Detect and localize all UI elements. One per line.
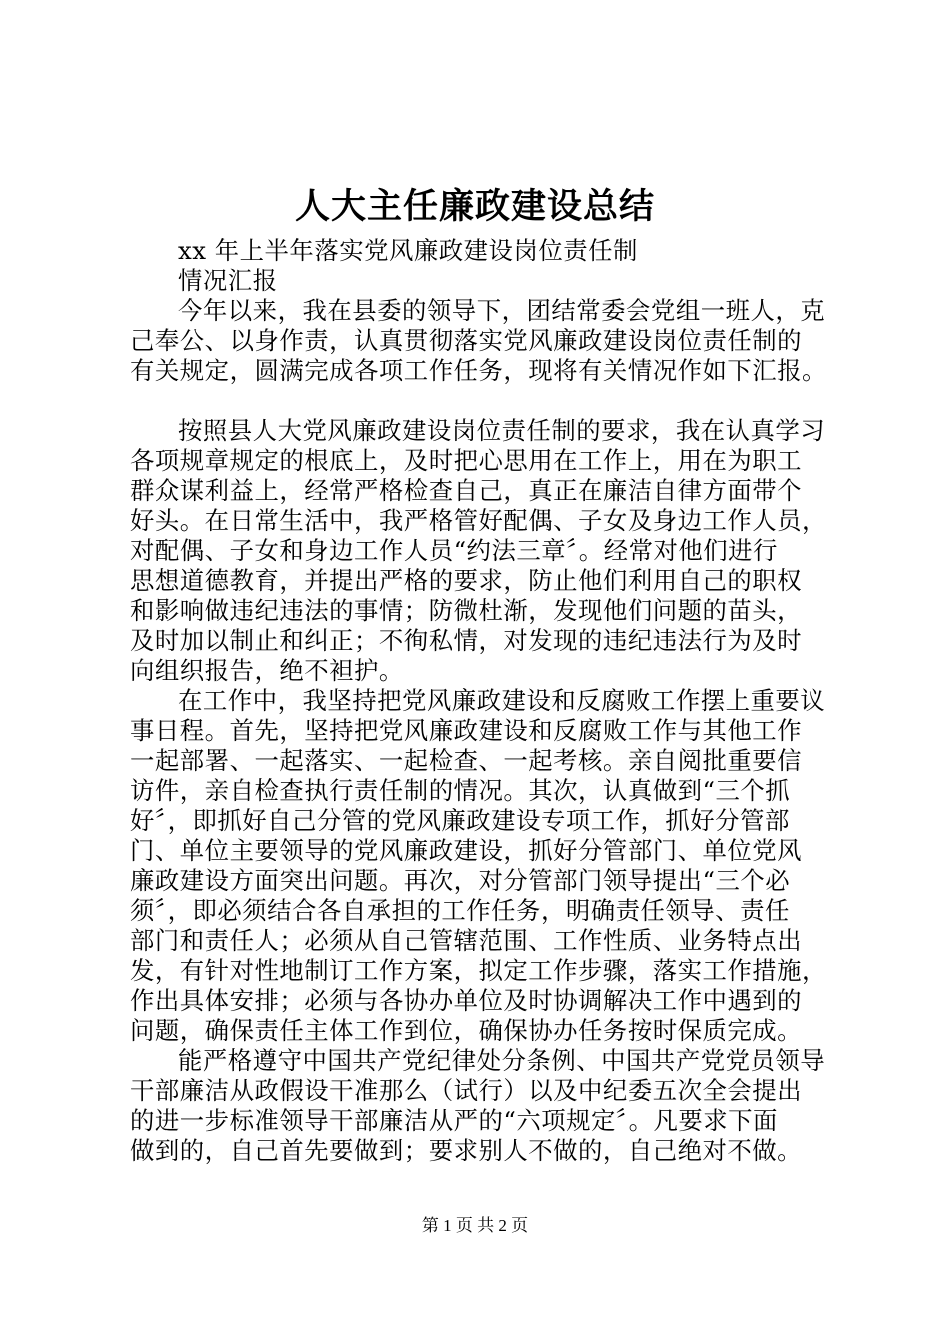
paragraph-line: 发，有针对性地制订工作方案，拟定工作步骤，落实工作措施， — [130, 956, 827, 985]
paragraph-line: 向组织报告，绝不袒护。 — [130, 656, 404, 685]
paragraph-line: 作出具体安排；必须与各协办单位及时协调解决工作中遇到的 — [130, 986, 803, 1015]
paragraph-line: 做到的，自己首先要做到；要求别人不做的，自己绝对不做。 — [130, 1136, 803, 1165]
document-title: 人大主任廉政建设总结 — [294, 186, 655, 227]
document-body — [130, 236, 830, 1166]
paragraph-line: 的进一步标准领导干部廉洁从严的“六项规定〞。凡要求下面 — [130, 1106, 778, 1135]
paragraph-line: 访件，亲自检查执行责任制的情况。其次，认真做到“三个抓 — [130, 776, 791, 805]
paragraph-line: 廉政建设方面突出问题。再次，对分管部门领导提出“三个必 — [130, 866, 791, 895]
paragraph-line: 今年以来，我在县委的领导下，团结常委会党组一班人，克 — [178, 296, 826, 325]
paragraph-line: 在工作中，我坚持把党风廉政建设和反腐败工作摆上重要议 — [178, 686, 826, 715]
paragraph-line: 问题，确保责任主体工作到位，确保协办任务按时保质完成。 — [130, 1016, 803, 1045]
paragraph-line: 好〞，即抓好自己分管的党风廉政建设专项工作，抓好分管部 — [130, 806, 790, 835]
paragraph-line: 对配偶、子女和身边工作人员“约法三章〞。经常对他们进行 — [130, 536, 778, 565]
paragraph-line: 干部廉洁从政假设干准那么（试行）以及中纪委五次全会提出 — [130, 1076, 803, 1105]
paragraph-line: 按照县人大党风廉政建设岗位责任制的要求，我在认真学习 — [178, 416, 826, 445]
page-footer: 第 1 页 共 2 页 — [421, 1216, 529, 1235]
paragraph-line: 事日程。首先，坚持把党风廉政建设和反腐败工作与其他工作 — [130, 716, 803, 745]
paragraph-line: 部门和责任人；必须从自己管辖范围、工作性质、业务特点出 — [130, 926, 803, 955]
paragraph-line: 及时加以制止和纠正；不徇私情，对发现的违纪违法行为及时 — [130, 626, 803, 655]
paragraph-line: 能严格遵守中国共产党纪律处分条例、中国共产党党员领导 — [178, 1046, 826, 1075]
paragraph-line: 门、单位主要领导的党风廉政建设，抓好分管部门、单位党风 — [130, 836, 803, 865]
subtitle-line: xx 年上半年落实党风廉政建设岗位责任制 — [178, 236, 638, 265]
paragraph-line: 己奉公、以身作责，认真贯彻落实党风廉政建设岗位责任制的 — [130, 326, 803, 355]
paragraph-line: 群众谋利益上，经常严格检查自己，真正在廉洁自律方面带个 — [130, 476, 803, 505]
paragraph-line: 各项规章规定的根底上，及时把心思用在工作上，用在为职工 — [130, 446, 803, 475]
paragraph-line: 好头。在日常生活中，我严格管好配偶、子女及身边工作人员， — [130, 506, 827, 535]
paragraph-line: 思想道德教育，并提出严格的要求，防止他们利用自己的职权 — [130, 566, 803, 595]
paragraph-line: 有关规定，圆满完成各项工作任务，现将有关情况作如下汇报。 — [130, 356, 827, 385]
paragraph-line: 和影响做违纪违法的事情；防微杜渐，发现他们问题的苗头， — [130, 596, 803, 625]
paragraph-line: 一起部署、一起落实、一起检查、一起考核。亲自阅批重要信 — [130, 746, 803, 775]
paragraph-line: 须〞，即必须结合各自承担的工作任务，明确责任领导、责任 — [130, 896, 790, 925]
paragraph-gap — [130, 386, 830, 416]
subtitle-line: 情况汇报 — [178, 266, 278, 295]
